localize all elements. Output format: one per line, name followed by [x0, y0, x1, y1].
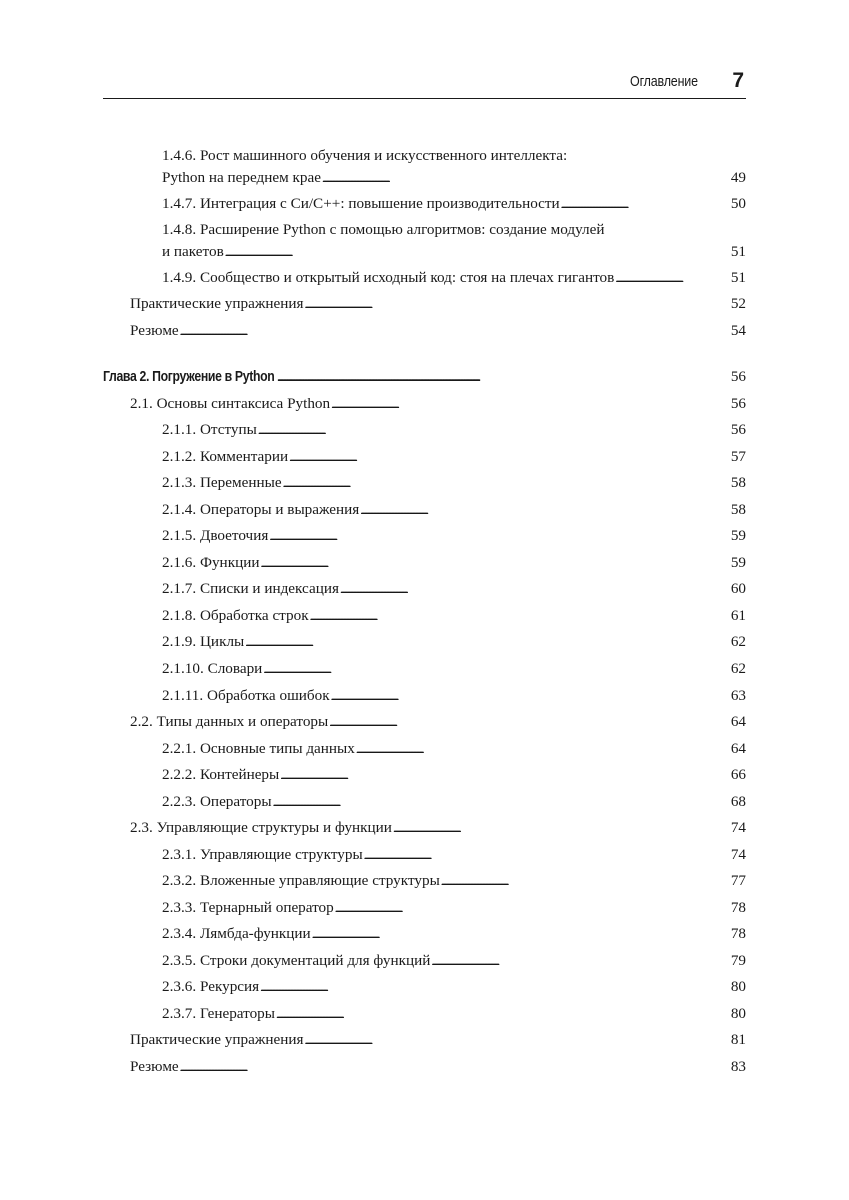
dot-leader: [441, 870, 730, 893]
dot-leader: [312, 923, 730, 946]
toc-entry-page: 62: [730, 633, 746, 650]
dot-leader: [393, 817, 730, 840]
toc-entry-page: 83: [730, 1058, 746, 1075]
dot-leader: [269, 525, 730, 548]
toc-subsection[interactable]: [162, 897, 746, 920]
dot-leader: [258, 419, 730, 442]
toc-entry-page: 80: [730, 978, 746, 995]
toc-entry-title: и пакетов: [162, 243, 224, 260]
toc-entry-page: 74: [730, 846, 746, 863]
toc-subsection[interactable]: [162, 658, 746, 681]
toc-entry-title: Практические упражнения: [130, 295, 304, 312]
toc-entry-title: 2.2.3. Операторы: [162, 793, 272, 810]
toc-entry-title: 2.1.7. Списки и индексация: [162, 580, 339, 597]
toc-entry-title: 2.2.2. Контейнеры: [162, 766, 280, 783]
toc-entry-page: 56: [730, 421, 746, 438]
toc-subsection[interactable]: [162, 219, 746, 264]
toc-entry-page: 78: [730, 925, 746, 942]
toc-subsection[interactable]: [162, 472, 746, 495]
dot-leader: [276, 1003, 730, 1026]
toc-entry-title: 1.4.7. Интеграция с Си/С++: повышение производительности: [162, 195, 560, 212]
toc-entry-title: 2.1.9. Циклы: [162, 633, 245, 650]
toc-entry-page: 58: [730, 474, 746, 491]
toc-entry-title: 2.2. Типы данных и операторы: [130, 713, 329, 730]
toc-entry-page: 64: [730, 713, 746, 730]
toc-entry-page: 56: [730, 368, 746, 385]
toc-entry-title: 2.3.5. Строки документаций для функций: [162, 952, 431, 969]
toc-entry-page: 63: [730, 687, 746, 704]
toc-entry-page: 68: [730, 793, 746, 810]
toc-entry-page: 50: [730, 195, 746, 212]
dot-leader: [356, 738, 730, 761]
toc-entry-title: 1.4.9. Сообщество и открытый исходный код: стоя на плечах гигантов: [162, 269, 615, 286]
toc-entry-title-first-line: 1.4.6. Рост машинного обучения и искусственного интеллекта:: [162, 147, 568, 164]
dot-leader: [331, 393, 730, 416]
toc-subsection[interactable]: [162, 791, 746, 814]
toc-entry-title: Резюме: [130, 322, 179, 339]
toc-subsection[interactable]: [162, 631, 746, 654]
toc-subsection[interactable]: [162, 738, 746, 761]
toc-section[interactable]: [130, 293, 746, 316]
toc-section[interactable]: [130, 393, 746, 416]
dot-leader: [245, 631, 730, 654]
dot-leader: [615, 267, 729, 290]
toc-entry-page: 54: [730, 322, 746, 339]
dot-leader: [283, 472, 730, 495]
toc-entry-title: 2.1.4. Операторы и выражения: [162, 501, 360, 518]
running-header-title: Оглавление: [630, 74, 698, 90]
dot-leader: [263, 658, 730, 681]
toc-entry-page: 58: [730, 501, 746, 518]
toc-entry-page: 62: [730, 660, 746, 677]
running-header: [103, 68, 746, 99]
toc-entry-title: 2.2.1. Основные типы данных: [162, 740, 355, 757]
toc-entry-title: 2.1. Основы синтаксиса Python: [130, 395, 331, 412]
toc-entry-title: 2.3.3. Тернарный оператор: [162, 899, 334, 916]
toc-entry-title: 2.3.2. Вложенные управляющие структуры: [162, 872, 440, 889]
toc-entry-page: 66: [730, 766, 746, 783]
toc-entry-page: 60: [730, 580, 746, 597]
toc-entry-title: 2.1.11. Обработка ошибок: [162, 687, 330, 704]
toc-subsection[interactable]: [162, 446, 746, 469]
dot-leader: [180, 1056, 730, 1079]
toc-subsection[interactable]: [162, 764, 746, 787]
toc-subsection[interactable]: [162, 525, 746, 548]
dot-leader: [304, 1029, 729, 1052]
toc-entry-title: 2.3. Управляющие структуры и функции: [130, 819, 392, 836]
dot-leader: [280, 764, 730, 787]
dot-leader: [260, 976, 730, 999]
toc-subsection[interactable]: [162, 923, 746, 946]
page-number: 7: [732, 69, 744, 92]
dot-leader: [360, 499, 730, 522]
toc-entry-page: 74: [730, 819, 746, 836]
toc-subsection[interactable]: [162, 685, 746, 708]
dot-leader: [431, 950, 729, 973]
toc-entry-title-first-line: 1.4.8. Расширение Python с помощью алгоритмов: создание модулей: [162, 221, 605, 238]
toc-subsection[interactable]: [162, 145, 746, 190]
toc-entry-title: 2.3.1. Управляющие структуры: [162, 846, 363, 863]
dot-leader: [310, 605, 730, 628]
toc-entry-title: Практические упражнения: [130, 1031, 304, 1048]
dot-leader: [289, 446, 730, 469]
toc-entry-page: 79: [730, 952, 746, 969]
toc-entry-page: 80: [730, 1005, 746, 1022]
toc-subsection[interactable]: [162, 578, 746, 601]
toc-subsection[interactable]: [162, 267, 746, 290]
toc-entry-page: 56: [730, 395, 746, 412]
toc-entry-page: 51: [730, 269, 746, 286]
dot-leader: [335, 897, 730, 920]
dot-leader: [273, 791, 730, 814]
toc-entry-title: 2.1.8. Обработка строк: [162, 607, 309, 624]
toc-section[interactable]: [130, 711, 746, 734]
toc-entry-title: Резюме: [130, 1058, 179, 1075]
toc-entry-page: 61: [730, 607, 746, 624]
toc-entry-page: 77: [730, 872, 746, 889]
toc-subsection[interactable]: [162, 976, 746, 999]
toc-subsection[interactable]: [162, 552, 746, 575]
toc-entry-title: 2.3.7. Генераторы: [162, 1005, 275, 1022]
toc-entry-title: 2.1.3. Переменные: [162, 474, 282, 491]
dot-leader: [277, 366, 730, 389]
toc-section[interactable]: [130, 320, 746, 343]
toc-entry-title: 2.3.6. Рекурсия: [162, 978, 260, 995]
toc-entry-title: 2.1.5. Двоеточия: [162, 527, 269, 544]
toc-entry-page: 78: [730, 899, 746, 916]
toc-chapter[interactable]: [103, 366, 746, 389]
toc-subsection[interactable]: [162, 193, 746, 216]
toc-entry-page: 51: [730, 243, 746, 260]
toc-entry-page: 59: [730, 554, 746, 571]
dot-leader: [225, 241, 730, 264]
dot-leader: [180, 320, 730, 343]
toc-entry-page: 49: [730, 169, 746, 186]
dot-leader: [364, 844, 730, 867]
toc-section[interactable]: [130, 1029, 746, 1052]
toc-entry-title: Глава 2. Погружение в Python: [103, 369, 275, 385]
toc-entry-page: 81: [730, 1031, 746, 1048]
toc-entry-title: 2.1.6. Функции: [162, 554, 260, 571]
toc-entry-title: Python на переднем крае: [162, 169, 321, 186]
toc-entry-page: 57: [730, 448, 746, 465]
dot-leader: [561, 193, 730, 216]
toc-entry-title: 2.1.2. Комментарии: [162, 448, 289, 465]
toc-entry-page: 64: [730, 740, 746, 757]
toc-section[interactable]: [130, 1056, 746, 1079]
toc-subsection[interactable]: [162, 499, 746, 522]
toc-entry-title: 2.3.4. Лямбда-функции: [162, 925, 311, 942]
toc-subsection[interactable]: [162, 419, 746, 442]
toc-entry-title: 2.1.1. Отступы: [162, 421, 257, 438]
dot-leader: [340, 578, 730, 601]
dot-leader: [322, 167, 730, 190]
toc-entry-title: 2.1.10. Словари: [162, 660, 263, 677]
dot-leader: [331, 685, 730, 708]
toc-subsection[interactable]: [162, 950, 746, 973]
dot-leader: [329, 711, 730, 734]
toc-subsection[interactable]: [162, 1003, 746, 1026]
toc-subsection[interactable]: [162, 870, 746, 893]
toc-subsection[interactable]: [162, 844, 746, 867]
toc-entry-page: 52: [730, 295, 746, 312]
toc-subsection[interactable]: [162, 605, 746, 628]
dot-leader: [304, 293, 729, 316]
dot-leader: [260, 552, 729, 575]
toc-entry-page: 59: [730, 527, 746, 544]
toc-section[interactable]: [130, 817, 746, 840]
